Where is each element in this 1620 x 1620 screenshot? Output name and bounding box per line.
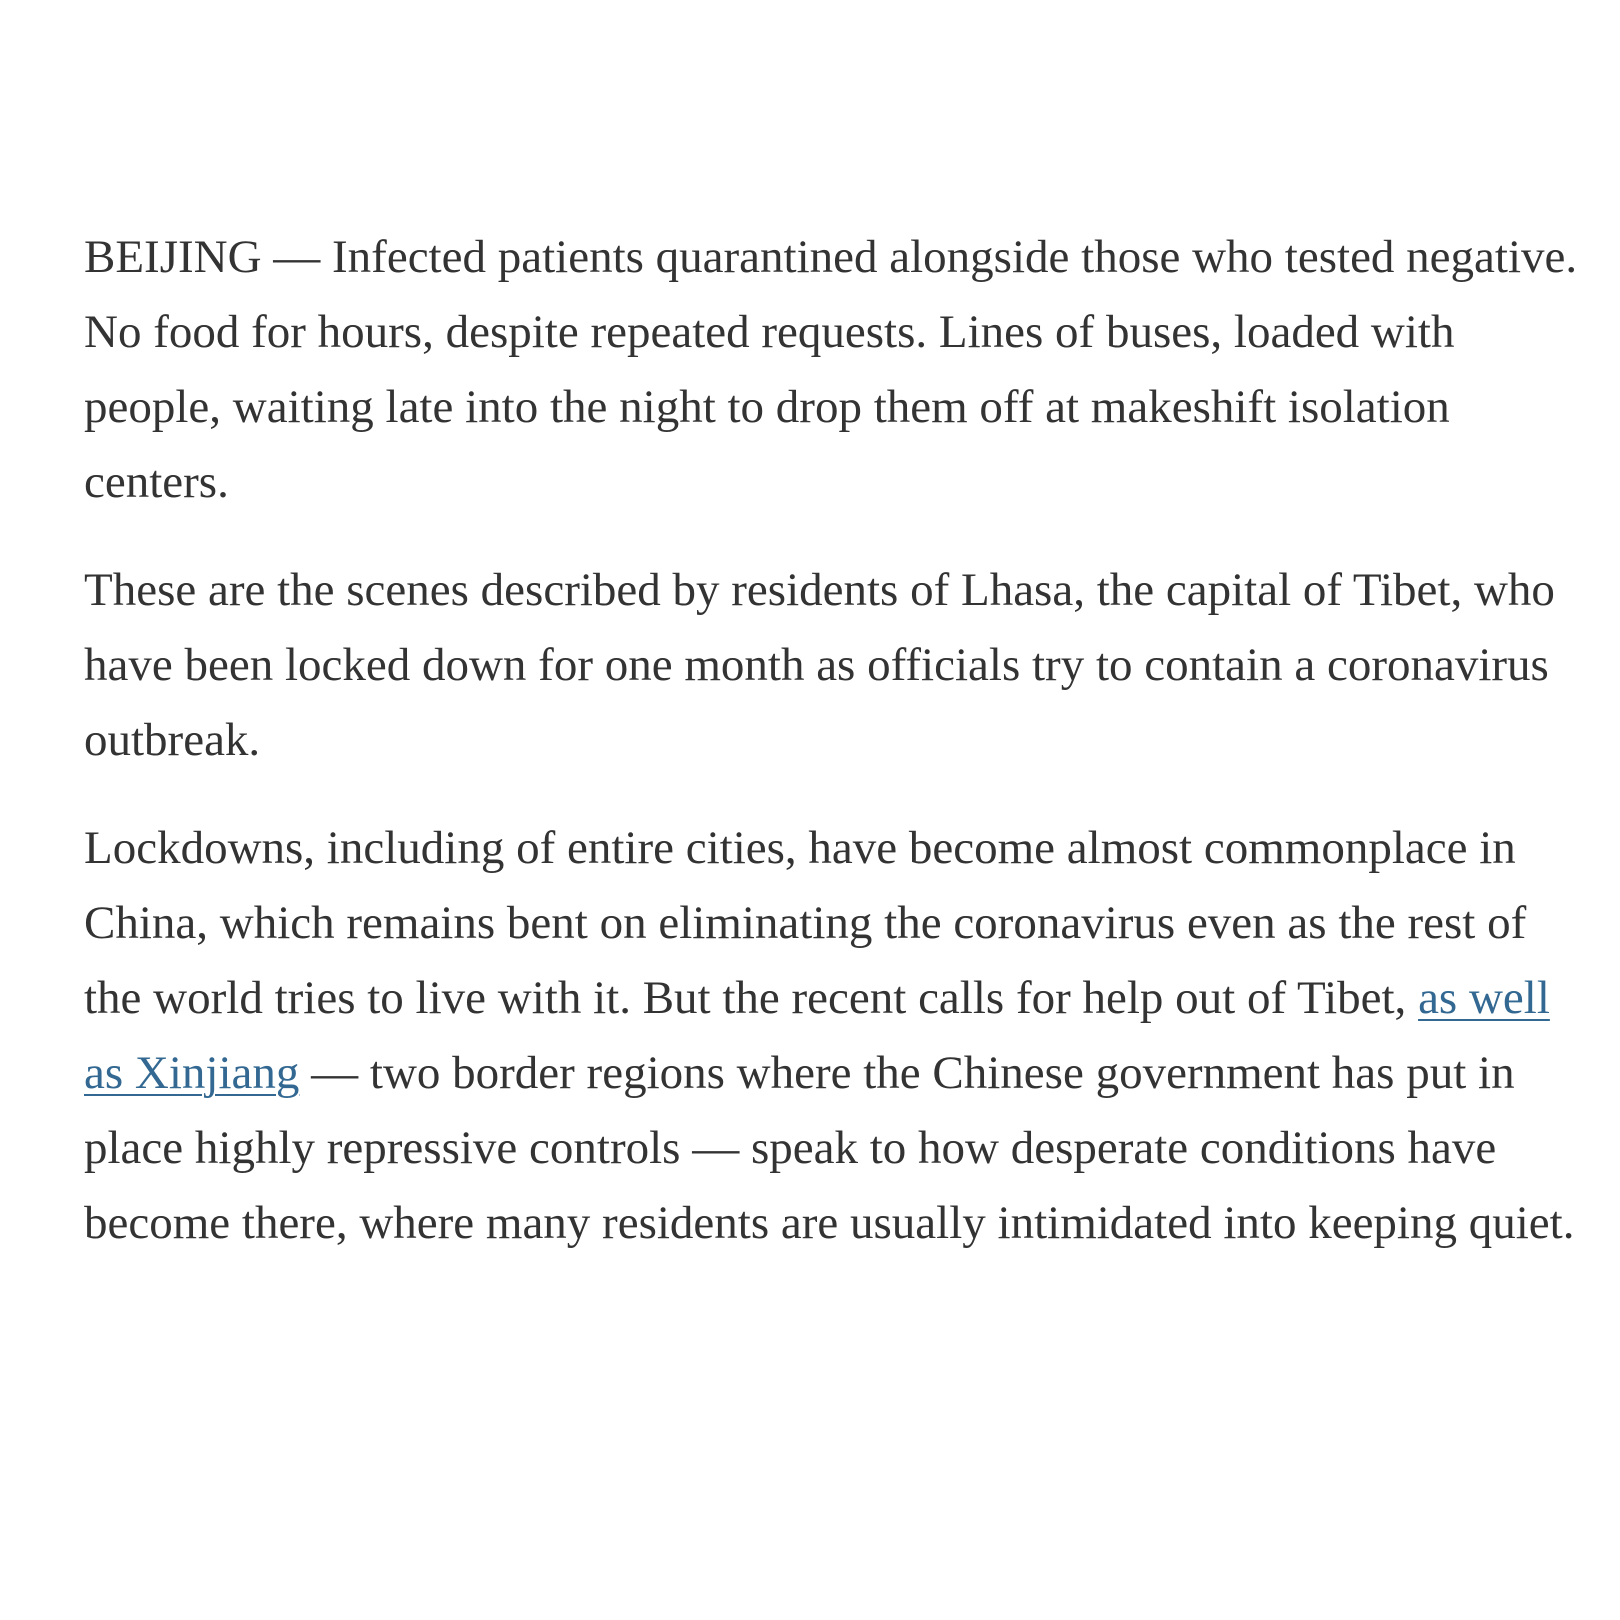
paragraph-dateline: BEIJING — Infected patients quarantined alongside those who tested negative. No food for hours, despite repeated requests. Lines of buses, loaded with people, waiting late into the night to drop them off at makeshift isolation centers. (84, 231, 1578, 508)
paragraph-lockdowns (84, 811, 1584, 1261)
paragraph-lhasa: These are the scenes described by residents of Lhasa, the capital of Tibet, who have been locked down for one month as officials try to contain a coronavirus outbreak. (84, 564, 1555, 766)
article-body (84, 220, 1584, 1294)
paragraph-text-before-link: Lockdowns, including of entire cities, have become almost commonplace in China, which remains bent on eliminating the coronavirus even as the rest of the world tries to live with it. But the recent calls for help out of Tibet, (84, 822, 1527, 1024)
xinjiang-link[interactable]: as well as Xinjiang (84, 972, 1550, 1099)
paragraph-text-after-link: — two border regions where the Chinese government has put in place highly repressive controls — speak to how desperate conditions have become there, where many residents are usually intimidated into keeping quiet. (84, 1047, 1575, 1249)
